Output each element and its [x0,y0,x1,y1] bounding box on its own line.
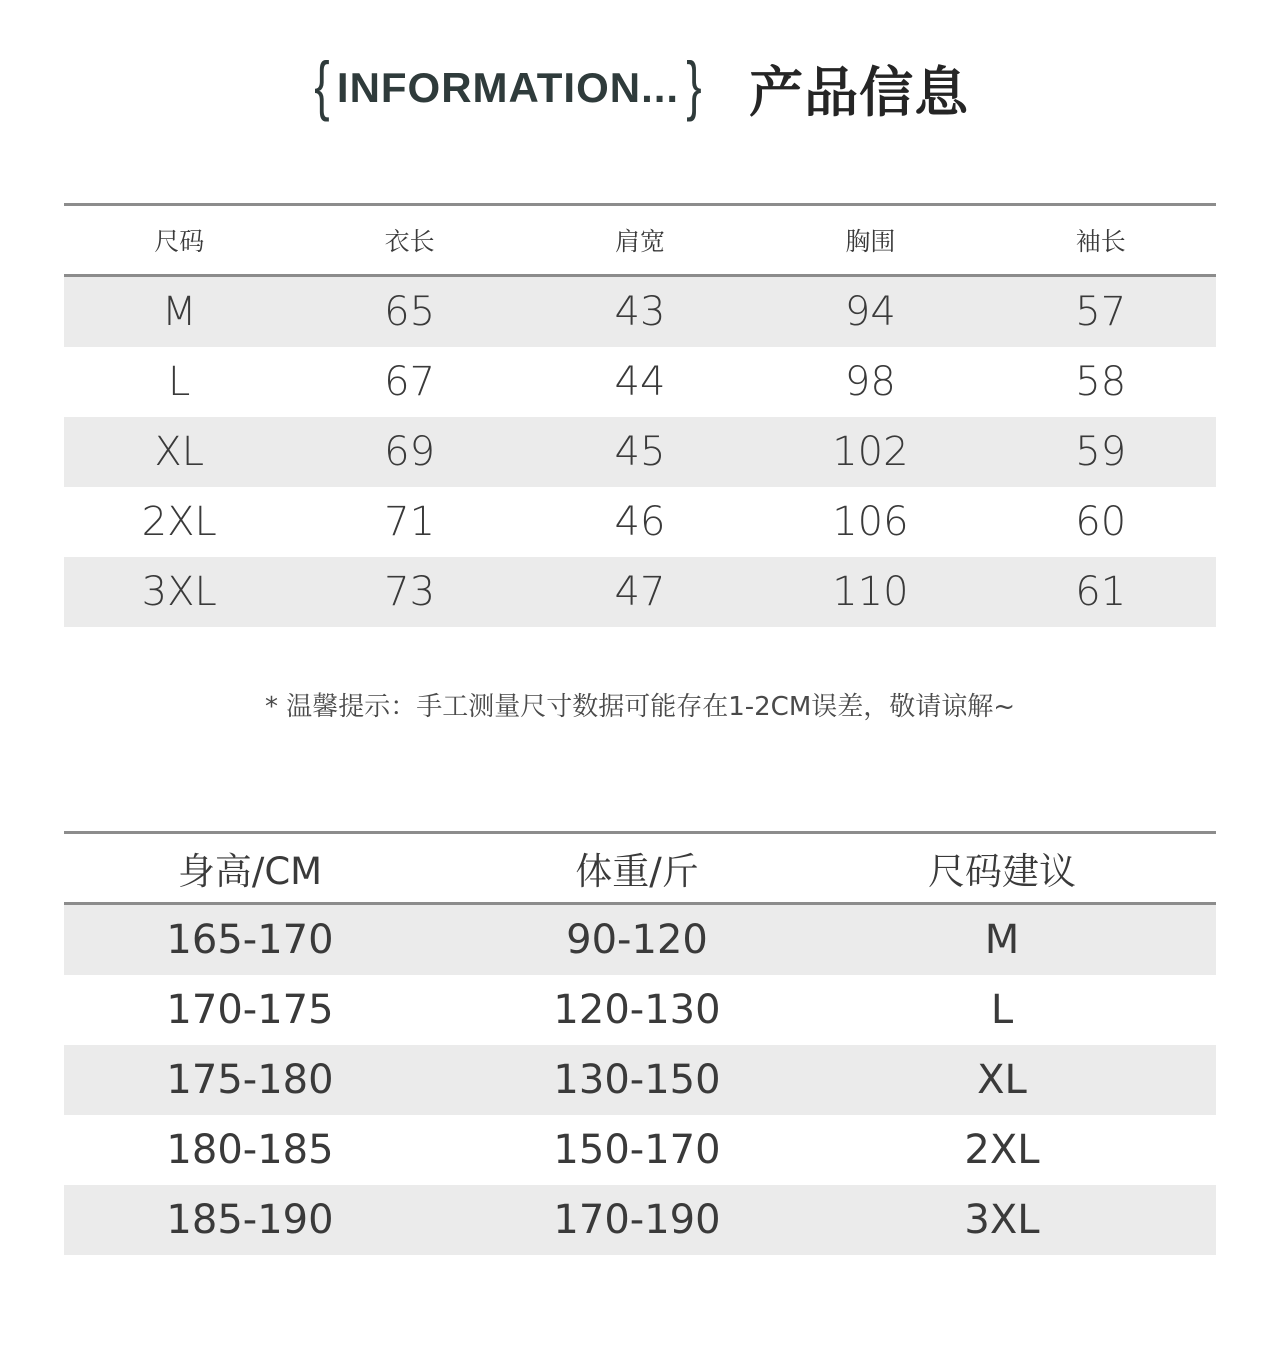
cell-suggested-size: 2XL [964,1127,1040,1173]
cell-suggested-size: M [984,917,1020,963]
open-brace: { [314,48,330,122]
cell-weight: 150-170 [553,1127,721,1173]
cell-suggested-size: XL [977,1057,1027,1103]
cell-sleeve: 58 [1075,359,1127,405]
table-row [64,905,1216,975]
table-header-row [64,834,1216,902]
column-header-suggested-size: 尺码建议 [928,850,1076,893]
page-title: 产品信息 [749,60,970,124]
cell-shoulder: 45 [614,429,666,475]
cell-suggested-size: L [990,987,1014,1033]
size-recommendation-table [64,831,1216,1255]
table-row [64,557,1216,627]
cell-sleeve: 61 [1075,569,1127,615]
cell-size: 2XL [141,499,217,545]
cell-height: 180-185 [166,1127,334,1173]
cell-height: 170-175 [166,987,334,1033]
table-header-row [64,206,1216,274]
cell-weight: 130-150 [553,1057,721,1103]
cell-chest: 98 [844,359,896,405]
cell-suggested-size: 3XL [964,1197,1040,1243]
cell-length: 71 [384,499,436,545]
cell-height: 185-190 [166,1197,334,1243]
measurement-note: * 温馨提示：手工测量尺寸数据可能存在1-2CM误差，敬请谅解~ [264,692,1016,722]
cell-length: 69 [384,429,436,475]
table-row [64,1045,1216,1115]
cell-weight: 170-190 [553,1197,721,1243]
cell-shoulder: 43 [614,289,666,335]
cell-size: M [161,289,197,335]
close-brace: } [686,48,702,122]
table-row [64,1115,1216,1185]
cell-weight: 120-130 [553,987,721,1033]
table-row [64,975,1216,1045]
cell-shoulder: 47 [614,569,666,615]
cell-size: L [168,359,191,405]
cell-shoulder: 46 [614,499,666,545]
cell-sleeve: 59 [1075,429,1127,475]
table-row [64,1185,1216,1255]
cell-weight: 90-120 [566,917,708,963]
cell-chest: 110 [832,569,909,615]
table-row [64,277,1216,347]
cell-length: 67 [384,359,436,405]
column-header-height: 身高/CM [177,850,323,893]
table-row [64,347,1216,417]
table-row [64,417,1216,487]
cell-size: 3XL [141,569,217,615]
column-header-size: 尺码 [154,227,205,256]
column-header-sleeve: 袖长 [1075,227,1126,256]
column-header-shoulder: 肩宽 [614,227,665,256]
cell-shoulder: 44 [614,359,666,405]
cell-sleeve: 57 [1075,289,1127,335]
information-label: INFORMATION... [336,64,680,111]
cell-size: XL [154,429,205,475]
column-header-weight: 体重/斤 [575,850,699,893]
cell-chest: 94 [844,289,896,335]
cell-height: 175-180 [166,1057,334,1103]
cell-length: 73 [384,569,436,615]
column-header-chest: 胸围 [845,227,896,256]
cell-chest: 102 [832,429,909,475]
cell-chest: 106 [832,499,909,545]
cell-length: 65 [384,289,436,335]
column-header-length: 衣长 [384,227,435,256]
size-chart-table [64,203,1216,627]
page-header [0,48,1280,128]
cell-height: 165-170 [166,917,334,963]
table-row [64,487,1216,557]
cell-sleeve: 60 [1075,499,1127,545]
